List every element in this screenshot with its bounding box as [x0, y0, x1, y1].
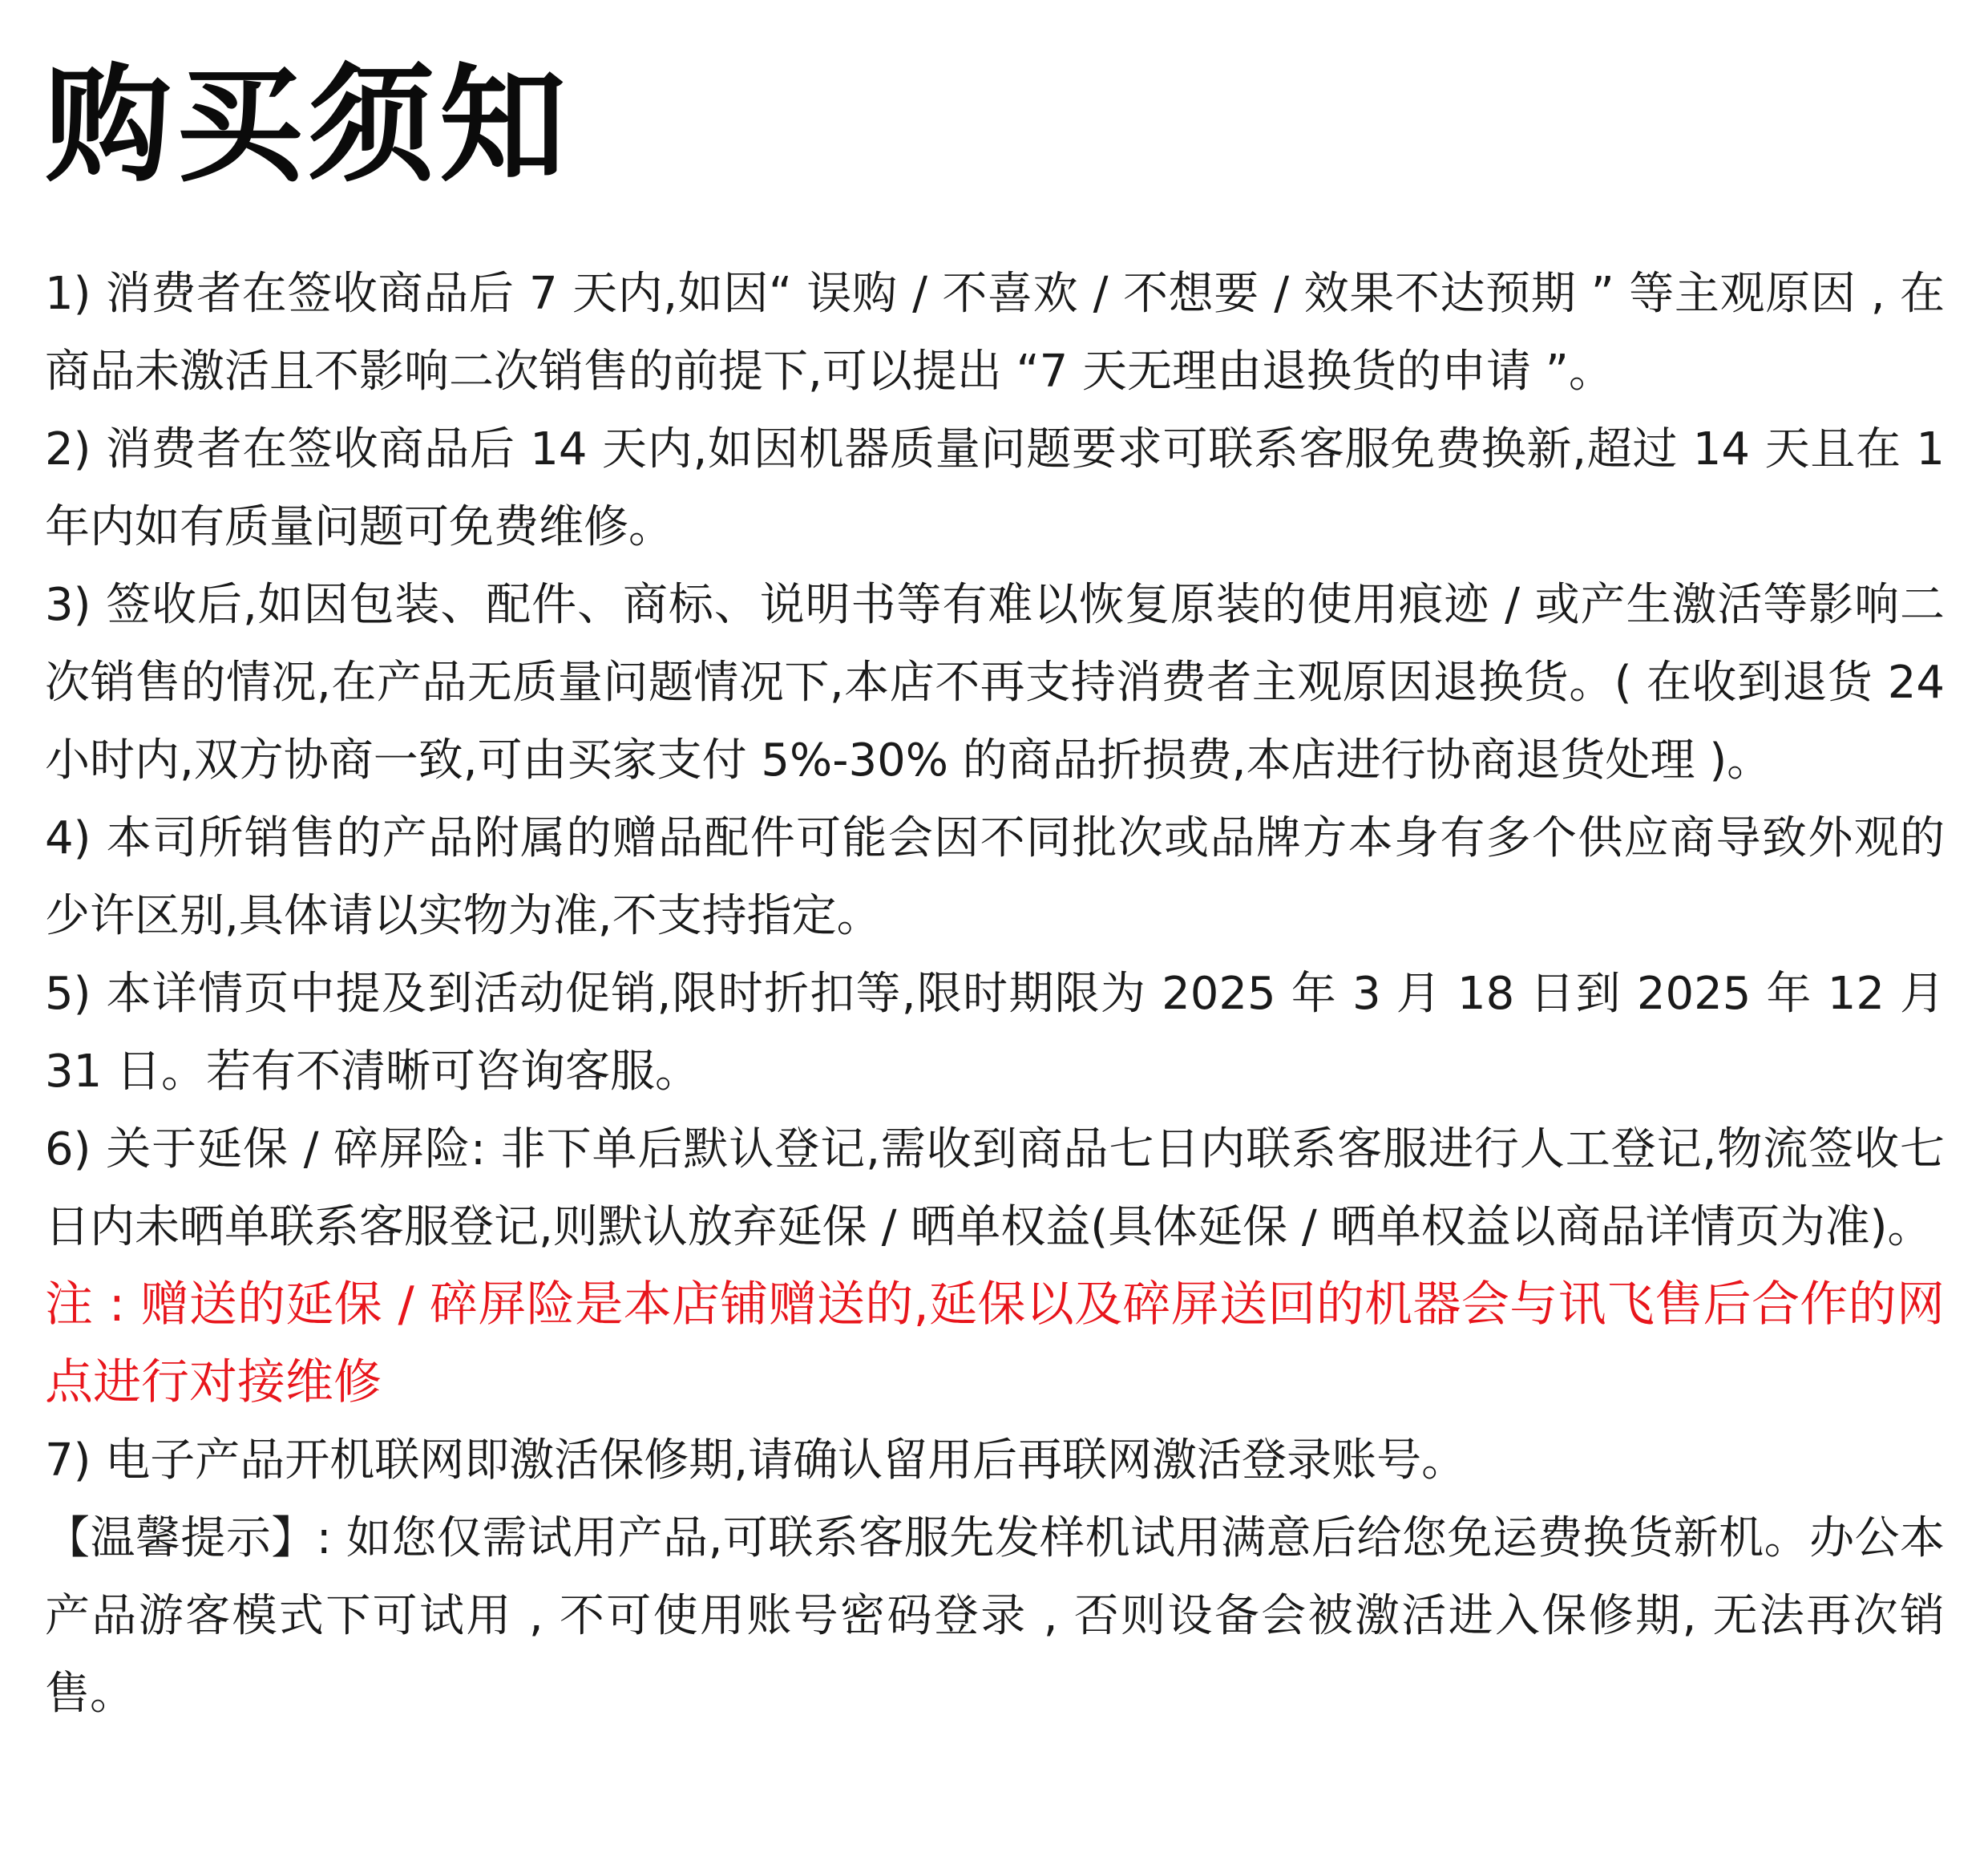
warm-tip: 【温馨提示】: 如您仅需试用产品,可联系客服先发样机试用满意后给您免运费换货新机。办公本产品游客模式下可试用 , 不可使用账号密码登录 , 否则设备会被激活进入保修期, 无法再次销售。 — [45, 1512, 1945, 1720]
page-title: 购买须知 — [45, 52, 571, 200]
notice-item-5: 5) 本详情页中提及到活动促销,限时折扣等,限时期限为 2025 年 3 月 18 日到 2025 年 12 月 31 日。若有不清晰可咨询客服。 — [45, 968, 1945, 1098]
notice-item-3: 3) 签收后,如因包装、配件、商标、说明书等有难以恢复原装的使用痕迹 / 或产生激活等影响二次销售的情况,在产品无质量问题情况下,本店不再支持消费者主观原因退换货。( 在收到退货 24 小时内,双方协商一致,可由买家支付 5%-30% 的商品折损费,本店进行协商退货处理 )。 — [45, 579, 1945, 787]
notice-item-2: 2) 消费者在签收商品后 14 天内,如因机器质量问题要求可联系客服免费换新,超过 14 天且在 1 年内如有质量问题可免费维修。 — [45, 423, 1945, 553]
notice-item-1: 1) 消费者在签收商品后 7 天内,如因“ 误购 / 不喜欢 / 不想要 / 效果不达预期 ” 等主观原因 , 在商品未激活且不影响二次销售的前提下,可以提出 “7 天无理由退换货的申请 ”。 — [45, 268, 1945, 398]
notice-item-6: 6) 关于延保 / 碎屏险: 非下单后默认登记,需收到商品七日内联系客服进行人工登记,物流签收七日内未晒单联系客服登记,则默认放弃延保 / 晒单权益(具体延保 / 晒单权益以商品详情页为准)。 — [45, 1123, 1945, 1253]
warranty-note: 注 : 赠送的延保 / 碎屏险是本店铺赠送的,延保以及碎屏送回的机器会与讯飞售后合作的网点进行对接维修 — [45, 1276, 1945, 1410]
notice-list — [45, 255, 1945, 1733]
notice-item-4: 4) 本司所销售的产品附属的赠品配件可能会因不同批次或品牌方本身有多个供应商导致外观的少许区别,具体请以实物为准,不支持指定。 — [45, 812, 1945, 942]
notice-item-7: 7) 电子产品开机联网即激活保修期,请确认留用后再联网激活登录账号。 — [45, 1434, 1467, 1487]
purchase-notice-page — [45, 0, 1945, 1857]
